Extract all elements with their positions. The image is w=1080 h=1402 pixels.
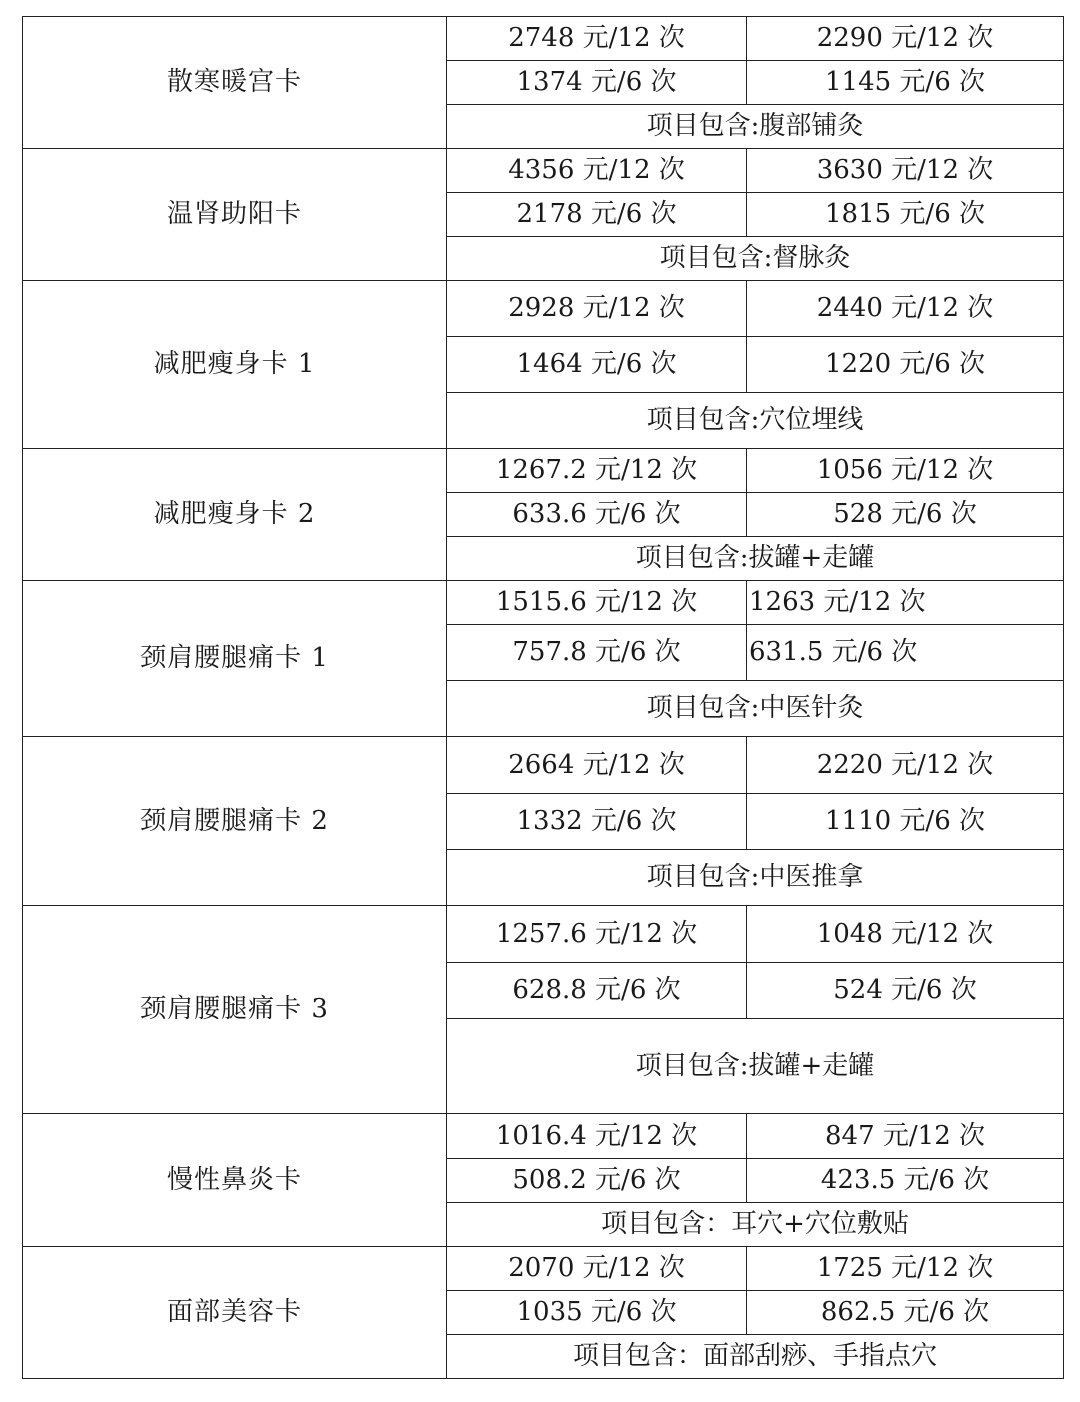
price-6-sessions-a: 757.8 元/6 次 (447, 625, 747, 681)
price-12-sessions-a: 2928 元/12 次 (447, 281, 747, 337)
card-name: 温肾助阳卡 (23, 149, 447, 281)
price-12-sessions-b: 3630 元/12 次 (747, 149, 1064, 193)
card-name: 减肥瘦身卡 2 (23, 449, 447, 581)
table-row (23, 449, 1064, 493)
price-6-sessions-a: 633.6 元/6 次 (447, 493, 747, 537)
price-6-sessions-a: 1035 元/6 次 (447, 1291, 747, 1335)
price-12-sessions-b: 2290 元/12 次 (747, 17, 1064, 61)
table-row (23, 581, 1064, 625)
card-name: 面部美容卡 (23, 1247, 447, 1379)
card-price-table (22, 16, 1064, 1379)
card-contents: 项目包含:穴位埋线 (447, 393, 1064, 449)
price-6-sessions-b: 631.5 元/6 次 (747, 625, 1064, 681)
card-name: 减肥瘦身卡 1 (23, 281, 447, 449)
price-6-sessions-b: 524 元/6 次 (747, 963, 1064, 1019)
price-12-sessions-a: 4356 元/12 次 (447, 149, 747, 193)
price-6-sessions-b: 1220 元/6 次 (747, 337, 1064, 393)
card-contents: 项目包含：面部刮痧、手指点穴 (447, 1335, 1064, 1379)
table-row (23, 17, 1064, 61)
card-name: 颈肩腰腿痛卡 3 (23, 906, 447, 1114)
table-row (23, 1114, 1064, 1159)
price-6-sessions-b: 862.5 元/6 次 (747, 1291, 1064, 1335)
price-12-sessions-b: 1048 元/12 次 (747, 906, 1064, 963)
price-12-sessions-a: 1257.6 元/12 次 (447, 906, 747, 963)
price-12-sessions-b: 2220 元/12 次 (747, 737, 1064, 794)
table-row (23, 906, 1064, 963)
price-12-sessions-b: 2440 元/12 次 (747, 281, 1064, 337)
card-name: 颈肩腰腿痛卡 1 (23, 581, 447, 737)
price-12-sessions-a: 2748 元/12 次 (447, 17, 747, 61)
card-contents: 项目包含:中医推拿 (447, 850, 1064, 906)
price-6-sessions-a: 2178 元/6 次 (447, 193, 747, 237)
price-12-sessions-a: 1267.2 元/12 次 (447, 449, 747, 493)
price-12-sessions-b: 1263 元/12 次 (747, 581, 1064, 625)
card-name: 颈肩腰腿痛卡 2 (23, 737, 447, 906)
price-12-sessions-a: 1515.6 元/12 次 (447, 581, 747, 625)
price-12-sessions-a: 2070 元/12 次 (447, 1247, 747, 1291)
table-row (23, 737, 1064, 794)
card-name: 慢性鼻炎卡 (23, 1114, 447, 1247)
price-6-sessions-b: 1815 元/6 次 (747, 193, 1064, 237)
card-contents: 项目包含:拔罐+走罐 (447, 1019, 1064, 1114)
price-6-sessions-a: 628.8 元/6 次 (447, 963, 747, 1019)
price-6-sessions-a: 1464 元/6 次 (447, 337, 747, 393)
card-contents: 项目包含:督脉灸 (447, 237, 1064, 281)
price-6-sessions-b: 528 元/6 次 (747, 493, 1064, 537)
table-row (23, 149, 1064, 193)
price-12-sessions-a: 2664 元/12 次 (447, 737, 747, 794)
price-12-sessions-a: 1016.4 元/12 次 (447, 1114, 747, 1159)
card-contents: 项目包含：耳穴+穴位敷贴 (447, 1203, 1064, 1247)
card-name: 散寒暖宫卡 (23, 17, 447, 149)
price-6-sessions-a: 1332 元/6 次 (447, 794, 747, 850)
price-6-sessions-b: 1145 元/6 次 (747, 61, 1064, 105)
card-contents: 项目包含:中医针灸 (447, 681, 1064, 737)
price-6-sessions-b: 1110 元/6 次 (747, 794, 1064, 850)
price-6-sessions-b: 423.5 元/6 次 (747, 1159, 1064, 1203)
card-contents: 项目包含:拔罐+走罐 (447, 537, 1064, 581)
price-12-sessions-b: 847 元/12 次 (747, 1114, 1064, 1159)
price-6-sessions-a: 1374 元/6 次 (447, 61, 747, 105)
table-row (23, 281, 1064, 337)
table-row (23, 1247, 1064, 1291)
price-6-sessions-a: 508.2 元/6 次 (447, 1159, 747, 1203)
price-table-sheet (22, 16, 1063, 1379)
card-contents: 项目包含:腹部铺灸 (447, 105, 1064, 149)
price-12-sessions-b: 1725 元/12 次 (747, 1247, 1064, 1291)
price-12-sessions-b: 1056 元/12 次 (747, 449, 1064, 493)
